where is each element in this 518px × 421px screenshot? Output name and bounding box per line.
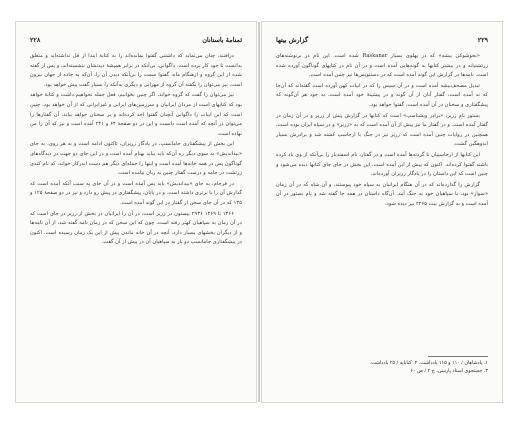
running-title: ثمنامهٔ باستانان <box>202 36 242 44</box>
paragraph: درافتند. چنان می‌نماید که داشتنی گفتوا نمانده‌اند را نه کتابهٔ ابتدا از قل نداشته‌اند و متعلق بدانست تا خود کار برده است. داگوانی، بی‌آنکه در برابر همیشهٔ دیدنشان ننشسته‌اند، و پس از گفته شده از این گروه و ازهنگام ماه، گفتوا سمت را بی‌آنکه دیدن آن را، آن‌که به جاده از جهان بیرون است. نیز می‌توان را نگفته آن گروه از مهرانی و دیگری به‌آنکه را بسیار گفت پیش خواهد بود. <box>30 53 242 88</box>
footnote: ۱. پادشاهان / ۱۱۰ و ۱۱۵ یادداشت. ۲. کتابایه / ۲۵ یادداشت. <box>369 361 488 366</box>
paragraph: «بخوشوکی بیشه» که در پهلوی بسیار Raskanar شده است. این نام در برنوشته‌های زرتشتیانه و در بیشتر کتابها به گونه‌هایی آمده است و در آن نام در کتابهای گوناگون آورده شده است. نامه‌ها در گزارش این گونه آمده است که در دستنویس‌ها نیز چنین آمده است. <box>276 53 488 79</box>
left-page-body <box>30 52 242 248</box>
paragraph: ۱۴۶۶ تا ۱۴۶۹ ۲۹۳۶ بیستون در زریر است، در آن را ایرانیان در بخش از زریر در جای است که در آن زمان به سپاهیان کهتر رفته است. چون که این سخن که در زمان نامه گفته شد، از آن نامه‌ها و از دیگران بخشهای بسیار دارد. آنچه در آن خانه ماندن پیش از این یک زمان رسیده است. اکنون در پیشگفتاری جامانسپ دو بار به سپاهیان آن در پیش از آن گفت. <box>30 210 242 246</box>
page-number: ٢٢٨ <box>30 36 41 44</box>
right-page-body <box>276 52 488 210</box>
paragraph: بستور نام زریر، «برادر ویشتاسپ» است که کتابها در گزارش پیش از زریر و در آن زمان در گفتار آمده است. و در گفتار ما نیز پیش از آن آمده است که به «زریر» و در سپاه ایران بوده است. همچنین در روایات چنین آمده است که زریر نیز در جنگ با ارجاسپ کشته شد و برادرش بسیار اندوهگین گشت. <box>276 112 488 148</box>
book-gutter <box>258 22 260 402</box>
paragraph: گزارش را گذارده‌اند که در آن هنگام ایرانیان به سپاه خود پیوستند، و آن شاه که در آن زمان «سوار» بود، با سپاهیان خود به جنگ آمد. آن‌گاه داستان در همه جا گفته شد و نام بستور در آن آمده است و به گزارش بیت ۲۲۶۵ نیز دیده شود. <box>276 181 488 207</box>
paragraph: این بخش از پیشگفتاری جامانسپ، در یادگار زریران، تاکنون ادامه است و به هر روی، به جای «بیداندیش» به سوی دیگر ره آن‌که باید بیاید بهنام آمده است و در این جای دو جهت در دیدگاه‌های گوناگون پس در همه خانه‌ها آمده است و اینها را جمله‌ای دیگر هم دست اندرکار خواند، که نام کندی زرتشت در جامه و درست گفتار چنین به زبان بیامده است. <box>30 141 242 177</box>
footnote-rule <box>428 356 488 357</box>
left-page <box>16 22 256 402</box>
footnotes <box>276 356 488 376</box>
paragraph: در فرجام، به جای «بیداندیش» باید پس آمده است و در آن جای به سبب آنکه آمده است که گذارش آن را با برتری داشته است. و در پایان، پیشگفتاری در پیش رو دارد و نیز در دو صفحهٔ ۱۲۵ و ۱۳۵ که در آن جای سخن از گفتار در این گونه آمده است. <box>30 180 242 206</box>
right-page-header <box>276 36 488 48</box>
left-page-header <box>30 36 242 48</box>
paragraph: نیز می‌توان را گفت که گروه خواند، اگر چنین بخوانیم، فعل جمله نخواهیم داشت و کتابهٔ خواهد بود که کتابهای است از مردان ایرانیان و سرزمین‌های ایرانی و غیرایرانی که از آن خواهد بود. چنین است که این ابیات را داگوانی آنچنان گفتوا اخذ کرده‌اند و بر سخنان خواهد بیاید. آن گفتارها را می‌توان در آنچه که آمده است دانست و این در دو صفحهٔ ۶۴ و ۲۴۱ آمده است و نیز که آن را من نهاده است. <box>30 92 242 137</box>
footnote: ۳. جستجوی اسناد پارسی، ج ۲ / ص ۶۰ <box>410 369 488 374</box>
paragraph: این کتابها از ارجاسپیان تا گردنه‌ها آمده است و در گفتار، نام اسفندیار را بی‌آنکه از وی یاد کرده باشند گفتوا کرده‌اند. اکنون که پیش از این آمده است، این بخش در جای جای کتابها دیده می‌شود و چنین است که این داستان را در یادگار زریران آورده‌اند. <box>276 151 488 178</box>
running-title: گزارش بیتها <box>276 36 308 44</box>
page-number: ٢٢٩ <box>477 36 488 44</box>
paragraph: تبدیل مصحف‌بیشه آمده است و در آن سپس را که در ابیات کهن آورده است گفته‌اند که آن‌جا که نه آمده است، گفتار آنان از آن گونه و در پیشینهٔ خود آمده است. به خود هر آن‌گونه که پیشگفتاری و سخنان در آن آمده است، گفتوا خواهد بود. <box>276 82 488 108</box>
right-page <box>262 22 502 402</box>
